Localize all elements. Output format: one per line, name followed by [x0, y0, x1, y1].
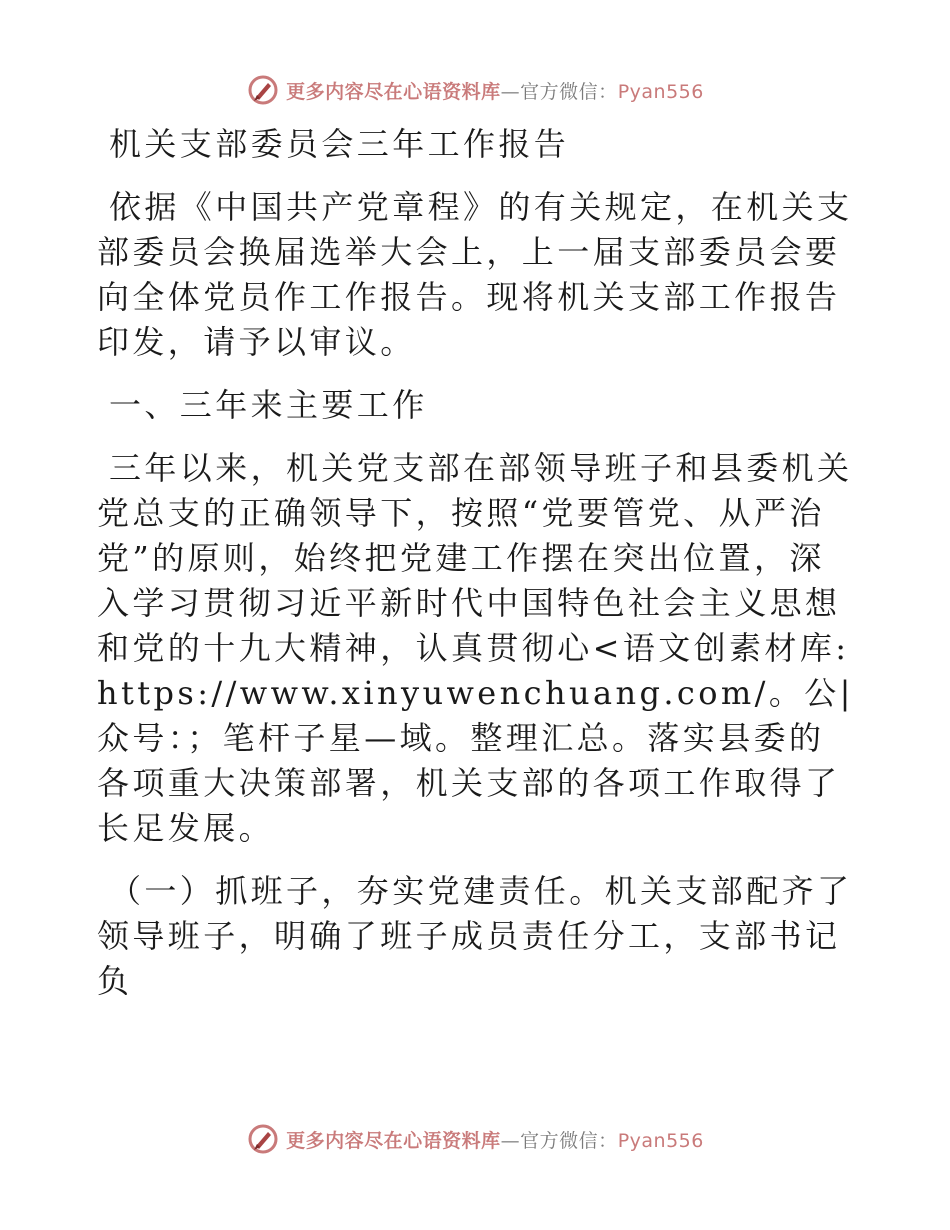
pen-nib-logo-icon: [246, 73, 280, 107]
document-title: 机关支部委员会三年工作报告: [109, 125, 570, 163]
intro-paragraph: 依据《中国共产党章程》的有关规定，在机关支部委员会换届选举大会上，上一届支部委员会要向全体党员作工作报告。现将机关支部工作报告印发，请予以审议。: [97, 188, 853, 361]
document-body: [97, 122, 857, 1004]
pen-nib-logo-icon: [246, 1122, 280, 1156]
body-paragraph-continued: （一）抓班子，夯实党建责任。机关支部配齐了领导班子，明确了班子成员责任分工，支部书记负: [97, 872, 853, 1000]
section-heading: 一、三年来主要工作: [109, 386, 428, 424]
header-watermark: [0, 70, 950, 110]
watermark-text: 更多内容尽在心语资料库—官方微信：Pyan556: [286, 80, 704, 103]
body-paragraph: 三年以来，机关党支部在部领导班子和县委机关党总支的正确领导下，按照“党要管党、从严治党”的原则，始终把党建工作摆在突出位置，深入学习贯彻习近平新时代中国特色社会主义思想和党的十九大精神，认真贯彻心<语文创素材库:https://www.xinyuwenchuang.com/。公|众号：；笔杆子星—域。整理汇总。落实县委的各项重大决策部署，机关支部的各项工作取得了长足发展。: [97, 449, 854, 847]
watermark-text: 更多内容尽在心语资料库—官方微信：Pyan556: [286, 1129, 704, 1152]
footer-watermark: [0, 1119, 950, 1159]
